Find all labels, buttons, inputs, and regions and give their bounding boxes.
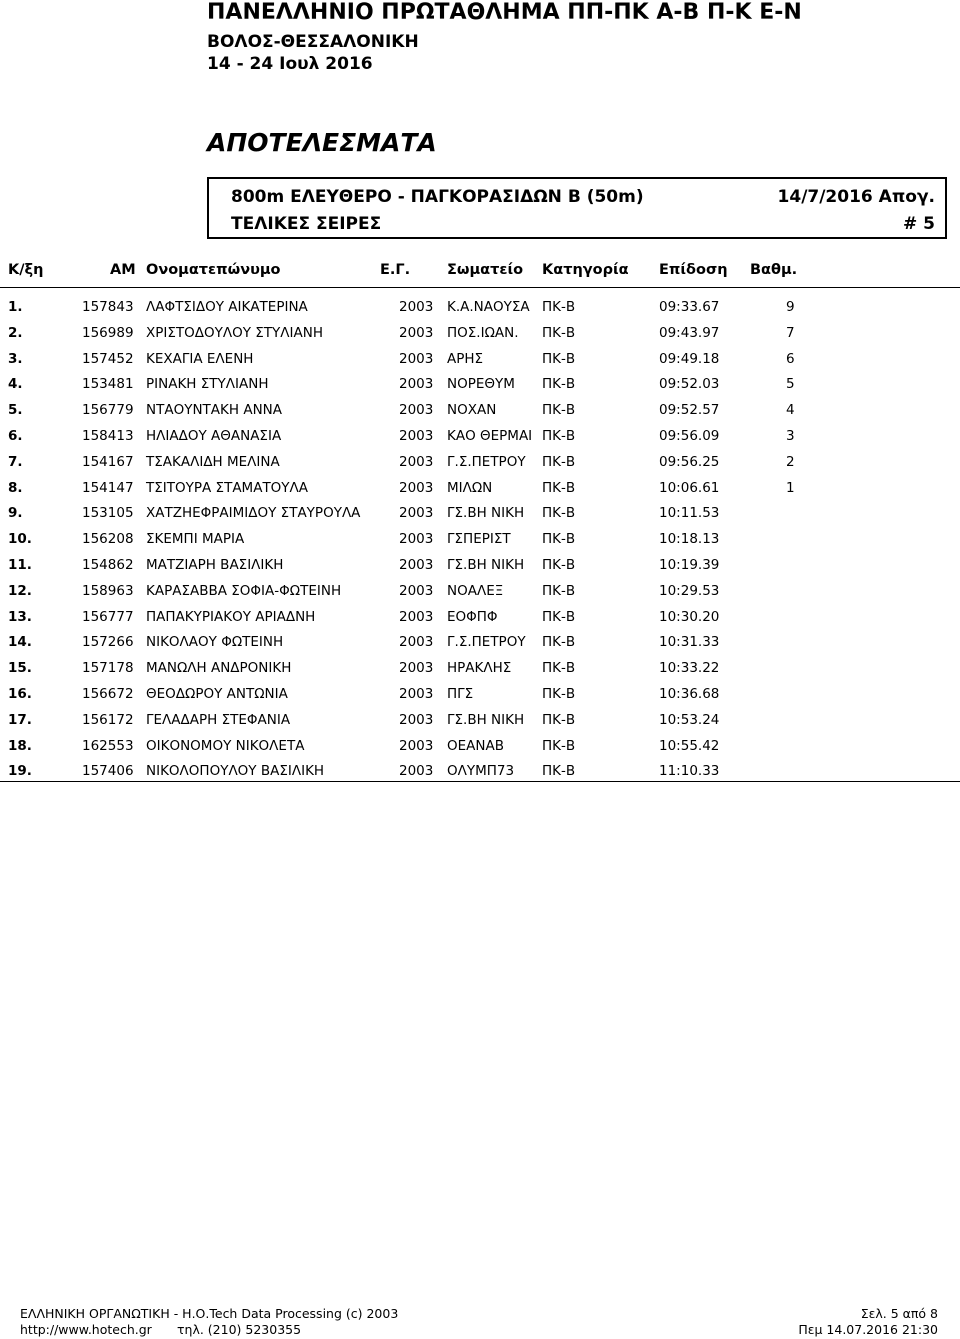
year-cell: 2003 (399, 711, 434, 728)
club-cell: ΓΣΠΕΡΙΣΤ (447, 531, 511, 548)
table-row (0, 707, 960, 733)
table-row (0, 346, 960, 372)
time-cell: 09:52.57 (659, 402, 720, 419)
rank-cell: 5. (8, 402, 23, 419)
club-cell: ΟΛΥΜΠ73 (447, 763, 515, 780)
rank-cell: 14. (8, 634, 32, 651)
col-club: Σωματείο (447, 262, 524, 278)
col-performance: Επίδοση (659, 262, 728, 278)
table-row (0, 320, 960, 346)
table-row (0, 526, 960, 552)
points-cell: 2 (786, 453, 795, 470)
table-row (0, 578, 960, 604)
rank-cell: 6. (8, 428, 23, 444)
name-cell: ΤΣΑΚΑΛΙΔΗ ΜΕΛΙΝΑ (146, 453, 280, 470)
name-cell: ΝΙΚΟΛΟΠΟΥΛΟΥ ΒΑΣΙΛΙΚΗ (146, 763, 325, 780)
club-cell: ΓΣ.ΒΗ ΝΙΚΗ (447, 711, 525, 728)
category-cell: ΠΚ-Β (542, 453, 576, 470)
am-cell: 154147 (82, 479, 134, 496)
name-cell: ΚΕΧΑΓΙΑ ΕΛΕΝΗ (146, 350, 254, 367)
club-cell: Κ.Α.ΝΑΟΥΣΑ (447, 299, 530, 315)
club-cell: ΜΙΛΩΝ (447, 479, 493, 496)
name-cell: ΗΛΙΑΔΟΥ ΑΘΑΝΑΣΙΑ (146, 428, 282, 444)
name-cell: ΝΤΑΟΥΝΤΑΚΗ ΑΝΝΑ (146, 402, 282, 419)
name-cell: ΘΕΟΔΩΡΟΥ ΑΝΤΩΝΙΑ (146, 686, 288, 702)
club-cell: ΑΡΗΣ (447, 350, 484, 367)
time-cell: 10:30.20 (659, 608, 720, 625)
club-cell: ΟΕΑΝΑΒ (447, 737, 504, 754)
time-cell: 10:33.22 (659, 660, 720, 677)
category-cell: ΠΚ-Β (542, 299, 576, 315)
table-row (0, 681, 960, 707)
col-name: Ονοματεπώνυμο (146, 262, 281, 278)
year-cell: 2003 (399, 686, 434, 702)
rank-cell: 12. (8, 582, 32, 599)
am-cell: 157266 (82, 634, 134, 651)
name-cell: ΤΣΙΤΟΥΡΑ ΣΤΑΜΑΤΟΥΛΑ (146, 479, 309, 496)
category-cell: ΠΚ-Β (542, 531, 576, 548)
event-date: 14/7/2016 Απογ. (777, 187, 935, 207)
am-cell: 157178 (82, 660, 134, 677)
club-cell: ΠΟΣ.ΙΩΑΝ. (447, 324, 519, 341)
table-bottom-divider (0, 781, 960, 782)
category-cell: ΠΚ-Β (542, 608, 576, 625)
year-cell: 2003 (399, 582, 434, 599)
table-row (0, 552, 960, 578)
category-cell: ΠΚ-Β (542, 711, 576, 728)
club-cell: ΓΣ.ΒΗ ΝΙΚΗ (447, 505, 525, 522)
category-cell: ΠΚ-Β (542, 402, 576, 419)
category-cell: ΠΚ-Β (542, 557, 576, 573)
event-number: # 5 (903, 214, 935, 234)
points-cell: 1 (786, 479, 795, 496)
am-cell: 154167 (82, 453, 134, 470)
table-row (0, 655, 960, 681)
club-cell: Γ.Σ.ΠΕΤΡΟΥ (447, 634, 526, 651)
rank-cell: 18. (8, 737, 32, 754)
am-cell: 158963 (82, 582, 134, 599)
rank-cell: 10. (8, 531, 32, 548)
table-row (0, 629, 960, 655)
year-cell: 2003 (399, 324, 434, 341)
event-box (207, 177, 947, 239)
event-name: 800m ΕΛΕΥΘΕΡΟ - ΠΑΓΚΟΡΑΣΙΔΩΝ Β (50m) (231, 187, 644, 207)
time-cell: 09:49.18 (659, 350, 720, 367)
time-cell: 10:55.42 (659, 737, 720, 754)
points-cell: 3 (786, 428, 795, 444)
name-cell: ΜΑΤΖΙΑΡΗ ΒΑΣΙΛΙΚΗ (146, 557, 284, 573)
col-category: Κατηγορία (542, 262, 629, 278)
column-headers (0, 262, 960, 282)
section-title: ΑΠΟΤΕΛΕΣΜΑΤΑ (207, 128, 437, 157)
category-cell: ΠΚ-Β (542, 350, 576, 367)
footer-page: Σελ. 5 από 8 (860, 1306, 938, 1321)
col-rank: Κ/ξη (8, 262, 44, 278)
year-cell: 2003 (399, 479, 434, 496)
name-cell: ΛΑΦΤΣΙΔΟΥ ΑΙΚΑΤΕΡΙΝΑ (146, 299, 308, 315)
category-cell: ΠΚ-Β (542, 505, 576, 522)
year-cell: 2003 (399, 505, 434, 522)
year-cell: 2003 (399, 608, 434, 625)
rank-cell: 16. (8, 686, 32, 702)
table-row (0, 733, 960, 759)
year-cell: 2003 (399, 763, 434, 780)
rank-cell: 4. (8, 376, 23, 393)
rank-cell: 9. (8, 505, 23, 522)
am-cell: 156172 (82, 711, 134, 728)
category-cell: ΠΚ-Β (542, 763, 576, 780)
col-year: Ε.Γ. (380, 262, 411, 278)
time-cell: 10:36.68 (659, 686, 720, 702)
year-cell: 2003 (399, 557, 434, 573)
name-cell: ΝΙΚΟΛΑΟΥ ΦΩΤΕΙΝΗ (146, 634, 284, 651)
rank-cell: 8. (8, 479, 23, 496)
time-cell: 10:31.33 (659, 634, 720, 651)
time-cell: 09:33.67 (659, 299, 720, 315)
club-cell: ΗΡΑΚΛΗΣ (447, 660, 512, 677)
rank-cell: 7. (8, 453, 23, 470)
rank-cell: 13. (8, 608, 32, 625)
club-cell: ΠΓΣ (447, 686, 474, 702)
name-cell: ΚΑΡΑΣΑΒΒΑ ΣΟΦΙΑ-ΦΩΤΕΙΝΗ (146, 582, 342, 599)
time-cell: 10:19.39 (659, 557, 720, 573)
rank-cell: 11. (8, 557, 32, 573)
name-cell: ΜΑΝΩΛΗ ΑΝΔΡΟΝΙΚΗ (146, 660, 292, 677)
club-cell: ΝΟΑΛΕΞ (447, 582, 504, 599)
club-cell: ΓΣ.ΒΗ ΝΙΚΗ (447, 557, 525, 573)
rank-cell: 3. (8, 350, 23, 367)
club-cell: ΝΟΡΕΘΥΜ (447, 376, 515, 393)
dates-title: 14 - 24 Ιουλ 2016 (207, 54, 373, 74)
year-cell: 2003 (399, 531, 434, 548)
table-row (0, 294, 960, 320)
am-cell: 162553 (82, 737, 134, 754)
am-cell: 156989 (82, 324, 134, 341)
footer-printed: Πεμ 14.07.2016 21:30 (798, 1322, 938, 1337)
event-round: ΤΕΛΙΚΕΣ ΣΕΙΡΕΣ (231, 214, 382, 234)
table-row (0, 475, 960, 501)
year-cell: 2003 (399, 634, 434, 651)
category-cell: ΠΚ-Β (542, 479, 576, 496)
rank-cell: 17. (8, 711, 32, 728)
time-cell: 09:56.25 (659, 453, 720, 470)
name-cell: ΧΡΙΣΤΟΔΟΥΛΟΥ ΣΤΥΛΙΑΝΗ (146, 324, 324, 341)
year-cell: 2003 (399, 299, 434, 315)
name-cell: ΠΑΠΑΚΥΡΙΑΚΟΥ ΑΡΙΑΔΝΗ (146, 608, 316, 625)
am-cell: 157843 (82, 299, 134, 315)
am-cell: 154862 (82, 557, 134, 573)
category-cell: ΠΚ-Β (542, 324, 576, 341)
name-cell: ΟΙΚΟΝΟΜΟΥ ΝΙΚΟΛΕΤΑ (146, 737, 305, 754)
am-cell: 156672 (82, 686, 134, 702)
club-cell: ΝΟΧΑΝ (447, 402, 497, 419)
category-cell: ΠΚ-Β (542, 660, 576, 677)
year-cell: 2003 (399, 737, 434, 754)
table-row (0, 371, 960, 397)
table-row (0, 449, 960, 475)
year-cell: 2003 (399, 402, 434, 419)
time-cell: 10:06.61 (659, 479, 720, 496)
table-row (0, 604, 960, 630)
am-cell: 153481 (82, 376, 134, 393)
time-cell: 09:56.09 (659, 428, 720, 444)
category-cell: ΠΚ-Β (542, 634, 576, 651)
name-cell: ΓΕΛΑΔΑΡΗ ΣΤΕΦΑΝΙΑ (146, 711, 291, 728)
header-divider (0, 287, 960, 288)
category-cell: ΠΚ-Β (542, 686, 576, 702)
name-cell: ΣΚΕΜΠΙ ΜΑΡΙΑ (146, 531, 245, 548)
category-cell: ΠΚ-Β (542, 376, 576, 393)
points-cell: 9 (786, 299, 795, 315)
am-cell: 156208 (82, 531, 134, 548)
year-cell: 2003 (399, 660, 434, 677)
name-cell: ΧΑΤΖΗΕΦΡΑΙΜΙΔΟΥ ΣΤΑΥΡΟΥΛΑ (146, 505, 361, 522)
championship-title: ΠΑΝΕΛΛΗΝΙΟ ΠΡΩΤΑΘΛΗΜΑ ΠΠ-ΠΚ Α-Β Π-Κ Ε-Ν (207, 0, 802, 25)
am-cell: 153105 (82, 505, 134, 522)
category-cell: ΠΚ-Β (542, 428, 576, 444)
club-cell: ΚΑΟ ΘΕΡΜΑΙ (447, 428, 533, 444)
venue-title: ΒΟΛΟΣ-ΘΕΣΣΑΛΟΝΙΚΗ (207, 32, 419, 52)
am-cell: 156777 (82, 608, 134, 625)
time-cell: 10:53.24 (659, 711, 720, 728)
am-cell: 157452 (82, 350, 134, 367)
time-cell: 09:43.97 (659, 324, 720, 341)
time-cell: 11:10.33 (659, 763, 720, 780)
am-cell: 157406 (82, 763, 134, 780)
footer-website: http://www.hotech.gr (20, 1322, 152, 1337)
time-cell: 10:29.53 (659, 582, 720, 599)
points-cell: 5 (786, 376, 795, 393)
club-cell: ΕΟΦΠΦ (447, 608, 498, 625)
rank-cell: 2. (8, 324, 23, 341)
year-cell: 2003 (399, 428, 434, 444)
rank-cell: 1. (8, 299, 23, 315)
time-cell: 10:11.53 (659, 505, 720, 522)
year-cell: 2003 (399, 350, 434, 367)
points-cell: 6 (786, 350, 795, 367)
year-cell: 2003 (399, 453, 434, 470)
footer-org: ΕΛΛΗΝΙΚΗ ΟΡΓΑΝΩΤΙΚΗ - Η.Ο.Tech Data Processing (c) 2003 (20, 1306, 399, 1321)
category-cell: ΠΚ-Β (542, 737, 576, 754)
category-cell: ΠΚ-Β (542, 582, 576, 599)
name-cell: ΡΙΝΑΚΗ ΣΤΥΛΙΑΝΗ (146, 376, 269, 393)
am-cell: 158413 (82, 428, 134, 444)
table-row (0, 500, 960, 526)
points-cell: 4 (786, 402, 795, 419)
club-cell: Γ.Σ.ΠΕΤΡΟΥ (447, 453, 526, 470)
rank-cell: 19. (8, 763, 32, 780)
table-row (0, 423, 960, 449)
am-cell: 156779 (82, 402, 134, 419)
rank-cell: 15. (8, 660, 32, 677)
points-cell: 7 (786, 324, 795, 341)
year-cell: 2003 (399, 376, 434, 393)
footer-phone: τηλ. (210) 5230355 (177, 1322, 302, 1337)
time-cell: 09:52.03 (659, 376, 720, 393)
time-cell: 10:18.13 (659, 531, 720, 548)
col-points: Βαθμ. (750, 262, 798, 278)
table-row (0, 397, 960, 423)
col-am: ΑΜ (110, 262, 136, 278)
